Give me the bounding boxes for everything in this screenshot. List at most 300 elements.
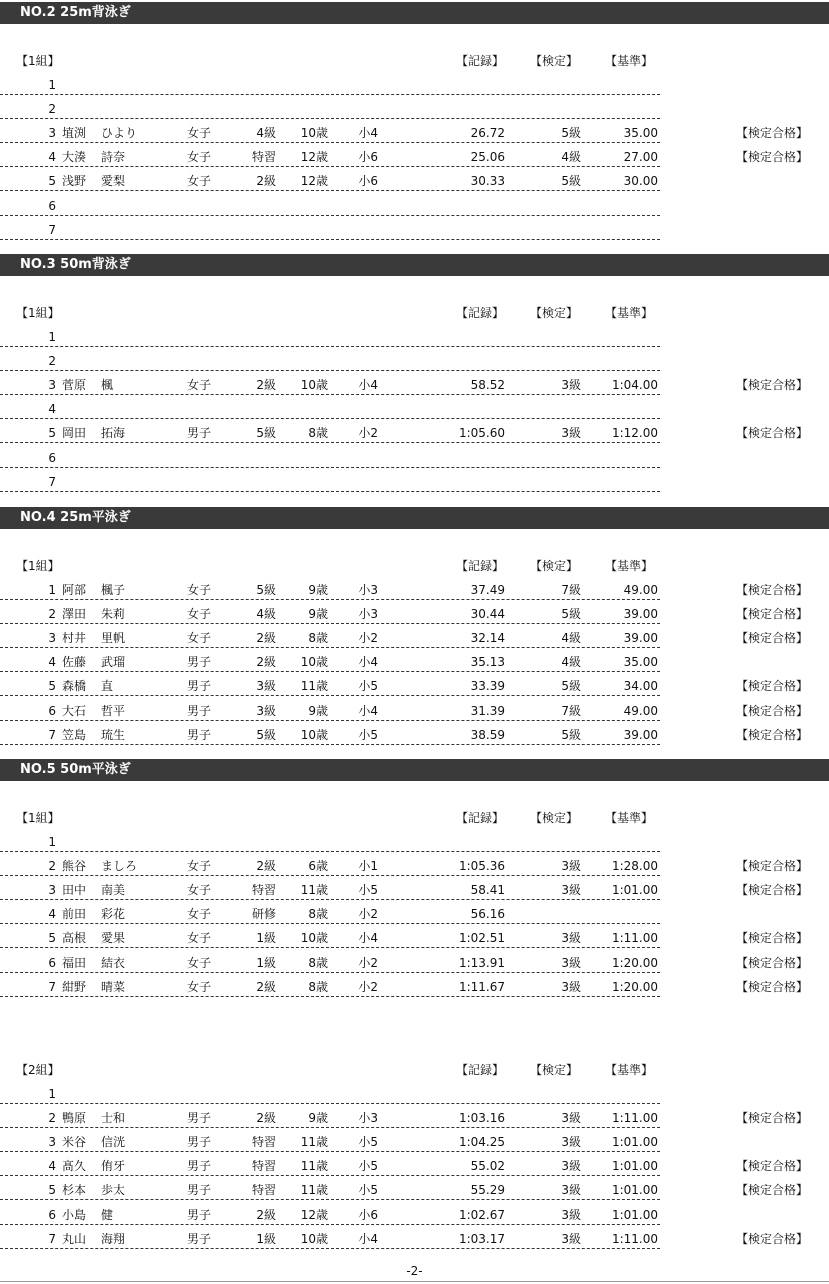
row-test: 3級 [561,1159,581,1174]
row-test: 4級 [561,655,581,670]
row-grade: 小5 [358,1159,378,1174]
row-level: 特習 [251,1159,276,1174]
row-divider [0,996,660,997]
row-family: 浅野 [62,174,87,189]
row-level: 5級 [256,426,276,441]
row-level: 3級 [256,703,276,718]
row-record: 55.02 [470,1159,505,1174]
row-divider [0,671,660,672]
row-level: 2級 [256,174,276,189]
row-given: 侑牙 [101,1159,126,1174]
test-header: 【検定】 [530,559,579,573]
row-level: 5級 [256,727,276,742]
row-test: 5級 [561,607,581,622]
row-sex: 女子 [187,583,212,597]
row-divider [0,94,660,95]
row-level: 2級 [256,378,276,393]
row-standard: 1:11.00 [611,1111,658,1126]
row-age: 8歳 [308,631,328,646]
row-age: 9歳 [308,703,328,718]
row-given: ひより [101,126,138,141]
row-divider [0,1175,660,1176]
row-age: 10歳 [300,727,328,742]
row-age: 8歳 [308,426,328,441]
row-grade: 小5 [358,1135,378,1150]
row-sex: 女子 [187,907,212,922]
row-age: 11歳 [300,1183,328,1198]
row-lane: 3 [48,883,56,898]
row-test: 3級 [561,1135,581,1150]
row-record: 1:04.25 [458,1135,505,1150]
row-divider [0,239,660,240]
row-grade: 小6 [358,150,378,165]
row-lane: 1 [48,1087,56,1101]
row-family: 福田 [62,955,87,970]
event-title: NO.4 25m平泳ぎ [20,510,131,525]
row-grade: 小6 [358,174,378,189]
row-lane: 6 [48,1207,56,1222]
event-title-bar [0,254,829,276]
row-given: 楓 [101,378,114,393]
row-age: 10歳 [300,126,328,141]
row-result: 【検定合格】 [736,883,809,898]
row-lane: 7 [48,222,56,237]
row-test: 3級 [561,955,581,970]
test-header: 【検定】 [530,1063,579,1077]
row-record: 1:05.60 [458,426,505,441]
row-family: 大石 [62,703,87,718]
row-grade: 小5 [358,1183,378,1198]
row-result: 【検定合格】 [736,378,809,393]
row-result: 【検定合格】 [736,979,809,994]
row-standard: 1:12.00 [611,426,658,441]
row-standard: 27.00 [623,150,658,165]
row-family: 紺野 [62,979,87,994]
row-lane: 7 [48,474,56,489]
row-sex: 女子 [187,378,212,393]
row-lane: 2 [48,607,56,622]
row-result: 【検定合格】 [736,631,809,646]
row-divider [0,491,660,492]
row-divider [0,190,660,191]
row-level: 2級 [256,631,276,646]
row-family: 米谷 [62,1135,87,1150]
row-result: 【検定合格】 [736,859,809,874]
row-lane: 4 [48,402,56,417]
row-given: 愛梨 [101,174,126,189]
row-record: 1:02.67 [458,1207,505,1222]
row-given: 朱莉 [101,607,126,622]
row-lane: 5 [48,426,56,441]
row-level: 5級 [256,583,276,597]
row-age: 8歳 [308,907,328,922]
row-standard: 1:01.00 [611,1135,658,1150]
row-sex: 女子 [187,859,212,874]
row-age: 10歳 [300,1231,328,1246]
row-sex: 男子 [187,1135,212,1150]
row-record: 1:03.17 [458,1231,505,1246]
row-divider [0,418,660,419]
row-record: 1:05.36 [458,859,505,874]
row-test: 3級 [561,883,581,898]
row-given: 健 [101,1207,114,1222]
row-grade: 小6 [358,1207,378,1222]
row-family: 高根 [62,931,87,946]
row-standard: 1:11.00 [611,1231,658,1246]
row-given: 愛果 [101,931,126,946]
row-level: 特習 [251,1183,276,1198]
row-level: 1級 [256,955,276,970]
row-divider [0,394,660,395]
row-age: 8歳 [308,979,328,994]
row-given: 結衣 [101,955,126,970]
row-given: 詩奈 [101,150,126,165]
row-lane: 1 [48,835,56,849]
row-grade: 小3 [358,607,378,622]
row-level: 2級 [256,1207,276,1222]
row-grade: 小1 [358,859,378,874]
row-divider [0,142,660,143]
row-lane: 2 [48,102,56,117]
row-grade: 小4 [358,126,378,141]
row-given: 信洸 [101,1135,126,1150]
row-grade: 小4 [358,703,378,718]
row-lane: 3 [48,378,56,393]
row-family: 阿部 [62,583,87,597]
row-result: 【検定合格】 [736,955,809,970]
row-divider [0,923,660,924]
row-lane: 2 [48,1111,56,1126]
row-standard: 39.00 [623,727,658,742]
row-divider [0,720,660,721]
row-test: 3級 [561,859,581,874]
row-divider [0,972,660,973]
row-divider [0,215,660,216]
row-family: 髙久 [62,1159,87,1174]
row-age: 8歳 [308,955,328,970]
record-header: 【記録】 [456,306,505,320]
row-given: 晴菜 [101,979,126,994]
row-family: 菅原 [62,378,87,393]
row-grade: 小4 [358,378,378,393]
row-divider [0,647,660,648]
row-record: 56.16 [470,907,505,922]
row-lane: 4 [48,1159,56,1174]
row-test: 5級 [561,174,581,189]
group-label: 【1組】 [16,811,60,825]
row-given: 直 [101,679,114,694]
row-standard: 1:01.00 [611,1207,658,1222]
row-age: 10歳 [300,378,328,393]
row-divider [0,695,660,696]
row-family: 鴨原 [62,1111,87,1126]
row-divider [0,599,660,600]
row-test: 5級 [561,126,581,141]
row-record: 58.41 [470,883,505,898]
row-age: 11歳 [300,1159,328,1174]
row-result: 【検定合格】 [736,150,809,165]
row-age: 10歳 [300,655,328,670]
row-record: 30.44 [470,607,505,622]
row-lane: 5 [48,174,56,189]
row-given: 海翔 [101,1231,126,1246]
row-divider [0,370,660,371]
row-divider [0,899,660,900]
row-divider [0,875,660,876]
row-standard: 1:20.00 [611,955,658,970]
row-standard: 49.00 [623,703,658,718]
row-given: ましろ [101,859,138,874]
row-grade: 小4 [358,655,378,670]
test-header: 【検定】 [530,306,579,320]
row-standard: 1:28.00 [611,859,658,874]
row-age: 6歳 [308,859,328,874]
row-lane: 3 [48,1135,56,1150]
row-lane: 6 [48,198,56,213]
row-sex: 男子 [187,703,212,718]
test-header: 【検定】 [530,811,579,825]
row-divider [0,1199,660,1200]
row-divider [0,118,660,119]
row-level: 3級 [256,679,276,694]
row-lane: 2 [48,354,56,369]
row-sex: 女子 [187,955,212,970]
row-family: 熊谷 [62,859,87,874]
row-level: 研修 [251,907,276,922]
row-divider [0,346,660,347]
row-result: 【検定合格】 [736,1183,809,1198]
record-header: 【記録】 [456,559,505,573]
row-age: 9歳 [308,583,328,597]
row-record: 26.72 [470,126,505,141]
row-divider [0,1248,660,1249]
row-grade: 小5 [358,679,378,694]
row-test: 4級 [561,150,581,165]
row-sex: 女子 [187,150,212,165]
row-record: 35.13 [470,655,505,670]
row-lane: 5 [48,679,56,694]
row-given: 歩太 [101,1183,126,1198]
row-result: 【検定合格】 [736,931,809,946]
row-sex: 女子 [187,931,212,946]
row-lane: 4 [48,655,56,670]
row-standard: 1:01.00 [611,1183,658,1198]
row-standard: 39.00 [623,631,658,646]
row-divider [0,851,660,852]
event-title: NO.3 50m背泳ぎ [20,257,131,272]
row-lane: 3 [48,631,56,646]
row-record: 58.52 [470,378,505,393]
row-divider [0,1151,660,1152]
record-header: 【記録】 [456,54,505,68]
row-test: 3級 [561,931,581,946]
row-grade: 小4 [358,1231,378,1246]
row-level: 2級 [256,1111,276,1126]
row-standard: 30.00 [623,174,658,189]
row-divider [0,947,660,948]
row-result: 【検定合格】 [736,583,809,597]
standard-header: 【基準】 [605,306,654,320]
row-family: 田中 [62,883,87,898]
row-given: 里帆 [101,631,126,646]
row-grade: 小2 [358,979,378,994]
row-lane: 7 [48,979,56,994]
row-age: 9歳 [308,607,328,622]
row-record: 32.14 [470,631,505,646]
row-result: 【検定合格】 [736,426,809,441]
event-title-bar [0,507,829,529]
row-lane: 6 [48,703,56,718]
row-record: 1:02.51 [458,931,505,946]
row-result: 【検定合格】 [736,703,809,718]
row-lane: 4 [48,907,56,922]
row-grade: 小2 [358,955,378,970]
group-label: 【1組】 [16,54,60,68]
row-standard: 1:11.00 [611,931,658,946]
row-record: 37.49 [470,583,505,597]
row-lane: 2 [48,859,56,874]
row-age: 12歳 [300,150,328,165]
row-given: 楓子 [101,583,126,597]
row-standard: 1:20.00 [611,979,658,994]
row-sex: 男子 [187,655,212,670]
row-grade: 小5 [358,727,378,742]
row-grade: 小2 [358,631,378,646]
row-lane: 5 [48,931,56,946]
event-title: NO.5 50m平泳ぎ [20,762,131,777]
row-lane: 4 [48,150,56,165]
row-level: 2級 [256,859,276,874]
row-sex: 男子 [187,426,212,441]
row-lane: 6 [48,450,56,465]
row-standard: 39.00 [623,607,658,622]
row-lane: 1 [48,330,56,344]
row-family: 小島 [62,1207,87,1222]
row-given: 彩花 [101,907,126,922]
row-result: 【検定合格】 [736,1159,809,1174]
row-lane: 1 [48,583,56,597]
row-record: 25.06 [470,150,505,165]
row-record: 31.39 [470,703,505,718]
row-level: 2級 [256,655,276,670]
standard-header: 【基準】 [605,54,654,68]
row-age: 9歳 [308,1111,328,1126]
row-level: 4級 [256,126,276,141]
row-result: 【検定合格】 [736,679,809,694]
row-level: 1級 [256,1231,276,1246]
row-result: 【検定合格】 [736,1231,809,1246]
row-sex: 女子 [187,883,212,898]
row-level: 2級 [256,979,276,994]
row-given: 琉生 [101,727,126,742]
row-test: 3級 [561,426,581,441]
row-grade: 小5 [358,883,378,898]
row-grade: 小2 [358,907,378,922]
row-sex: 女子 [187,607,212,622]
row-level: 特習 [251,150,276,165]
row-level: 1級 [256,931,276,946]
row-family: 森橋 [62,679,87,694]
row-divider [0,442,660,443]
row-sex: 男子 [187,1111,212,1126]
row-family: 岡田 [62,426,87,441]
row-test: 7級 [561,703,581,718]
row-age: 12歳 [300,1207,328,1222]
row-test: 3級 [561,1111,581,1126]
row-lane: 7 [48,727,56,742]
row-record: 55.29 [470,1183,505,1198]
row-result: 【検定合格】 [736,126,809,141]
row-level: 特習 [251,1135,276,1150]
row-sex: 女子 [187,631,212,646]
row-sex: 男子 [187,1183,212,1198]
row-record: 30.33 [470,174,505,189]
bottom-rule [0,1281,829,1282]
row-lane: 5 [48,1183,56,1198]
row-family: 埴渕 [62,126,87,141]
row-family: 前田 [62,907,87,922]
row-test: 4級 [561,631,581,646]
row-standard: 35.00 [623,126,658,141]
row-sex: 男子 [187,1207,212,1222]
row-sex: 男子 [187,1159,212,1174]
row-sex: 女子 [187,126,212,141]
row-given: 武瑠 [101,655,126,670]
row-age: 10歳 [300,931,328,946]
group-label: 【1組】 [16,559,60,573]
row-sex: 男子 [187,727,212,742]
row-given: 拓海 [101,426,126,441]
row-family: 佐藤 [62,655,87,670]
row-age: 12歳 [300,174,328,189]
row-standard: 34.00 [623,679,658,694]
row-given: 南美 [101,883,126,898]
row-divider [0,623,660,624]
row-family: 笠島 [62,727,87,742]
row-given: 哲平 [101,703,126,718]
standard-header: 【基準】 [605,1063,654,1077]
row-test: 3級 [561,1183,581,1198]
row-grade: 小3 [358,583,378,597]
row-age: 11歳 [300,679,328,694]
row-family: 大湊 [62,150,87,165]
row-level: 4級 [256,607,276,622]
row-grade: 小4 [358,931,378,946]
row-test: 5級 [561,679,581,694]
row-lane: 6 [48,955,56,970]
event-title: NO.2 25m背泳ぎ [20,5,131,20]
row-test: 7級 [561,583,581,597]
row-result: 【検定合格】 [736,1111,809,1126]
row-record: 1:03.16 [458,1111,505,1126]
row-standard: 49.00 [623,583,658,597]
event-title-bar [0,2,829,24]
row-grade: 小2 [358,426,378,441]
row-divider [0,1103,660,1104]
record-header: 【記録】 [456,1063,505,1077]
row-divider [0,744,660,745]
row-standard: 1:04.00 [611,378,658,393]
row-test: 3級 [561,979,581,994]
row-divider [0,467,660,468]
row-sex: 女子 [187,174,212,189]
row-family: 澤田 [62,607,87,622]
row-result: 【検定合格】 [736,727,809,742]
test-header: 【検定】 [530,54,579,68]
row-family: 杉本 [62,1183,87,1198]
row-standard: 35.00 [623,655,658,670]
row-lane: 7 [48,1231,56,1246]
